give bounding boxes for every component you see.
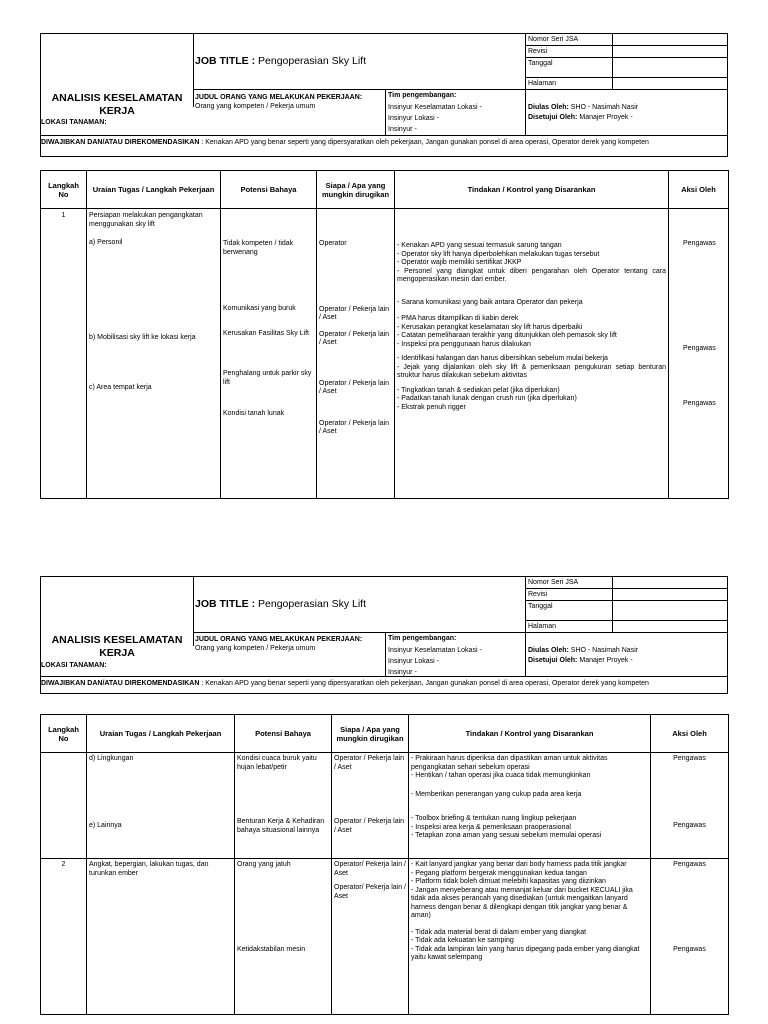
control-item: - Identifikasi halangan dan harus dibersihkan sebelum mulai bekerja bbox=[397, 355, 608, 362]
task-environment: d) Lingkungan bbox=[89, 755, 134, 762]
team-member: Insinyur Lokasi - bbox=[388, 658, 439, 665]
control-item: - Prakiraan harus diperiksa dan dipastikan aman untuk aktivitas pengangkatan sehari sebelum operasi bbox=[411, 755, 608, 771]
revision-label: Revisi bbox=[528, 591, 548, 598]
control-item: - Platform tidak boleh dimuat melebihi kapasitas yang diizinkan bbox=[411, 878, 606, 885]
serial-label: Nomor Seri JSA bbox=[528, 36, 579, 43]
col-step-no: Langkah No bbox=[41, 171, 87, 209]
jsa-table-2 bbox=[40, 714, 729, 1015]
control-item: - Pegang platform bergerak menggunakan kedua tangan bbox=[411, 869, 587, 877]
control-item: - Inspeksi area kerja & pemeriksaan praoperasional bbox=[411, 823, 571, 831]
hazard: Kerusakan Fasilitas Sky Lift bbox=[223, 329, 309, 337]
jsa-table-1 bbox=[40, 170, 729, 499]
hazard: Komunikasi yang buruk bbox=[223, 305, 296, 312]
revision-label: Revisi bbox=[528, 48, 548, 55]
hazard: Orang yang jatuh bbox=[237, 861, 291, 868]
team-label: Tim pengembangan: bbox=[388, 635, 457, 642]
date-label: Tanggal bbox=[528, 60, 553, 67]
approved-by: Disetujui Oleh: Manajer Proyek - bbox=[528, 657, 633, 664]
control-item: - Kenakan APD yang sesuai termasuk sarung tangan bbox=[397, 242, 562, 249]
action-by: Pengawas bbox=[673, 755, 706, 762]
hazard: Benturan Kerja & Kehadiran bahaya situasional lainnya bbox=[237, 818, 325, 834]
col-affected: Siapa / Apa yang mungkin dirugikan bbox=[332, 715, 409, 753]
divider bbox=[193, 632, 728, 633]
divider bbox=[525, 57, 728, 58]
divider bbox=[385, 89, 386, 135]
hazard: Kondisi cuaca buruk yaitu hujan lebat/petir bbox=[237, 755, 317, 771]
task-mobilization: b) Mobilisasi sky lift ke lokasi kerja bbox=[89, 333, 196, 341]
divider bbox=[525, 77, 728, 78]
divider bbox=[612, 33, 613, 89]
col-task: Uraian Tugas / Langkah Pekerjaan bbox=[87, 171, 221, 209]
team-member: Insinyur Keselamatan Lokasi - bbox=[388, 104, 482, 111]
col-action-by: Aksi Oleh bbox=[669, 171, 729, 209]
control-item: - Tingkatkan tanah & sediakan pelat (jika diperlukan) bbox=[397, 386, 560, 394]
required-ppe: DIWAJIBKAN DAN/ATAU DIREKOMENDASIKAN : Kenakan APD yang benar seperti yang dipersyaratkan oleh pekerjaan, Jangan gunakan ponsel di area operasi, Operator derek yang kompeten bbox=[41, 139, 649, 146]
step-number: 1 bbox=[61, 212, 66, 219]
action-by: Pengawas bbox=[673, 945, 706, 953]
team-label: Tim pengembangan: bbox=[388, 92, 457, 99]
reviewed-by: Diulas Oleh: SHO - Nasimah Nasir bbox=[528, 104, 639, 111]
col-task: Uraian Tugas / Langkah Pekerjaan bbox=[87, 715, 235, 753]
affected: Operator / Pekerja lain / Aset bbox=[334, 818, 405, 834]
action-by: Pengawas bbox=[673, 821, 706, 829]
doc-title: ANALISIS KESELAMATAN KERJA bbox=[51, 92, 183, 117]
divider bbox=[193, 33, 194, 107]
team-member: Insinyur Keselamatan Lokasi - bbox=[388, 647, 482, 654]
affected: Operator/ Pekerja lain / Aset bbox=[334, 884, 406, 900]
step-title: Persiapan melakukan pengangkatan menggunakan sky lift bbox=[89, 212, 203, 228]
control-item: - Padatkan tanah lunak dengan crush run (jika diperlukan) bbox=[397, 395, 577, 402]
affected: Operator / Pekerja lain / Aset bbox=[319, 330, 390, 346]
control-item: - Kerusakan perangkat keselamatan sky lift harus diperbaiki bbox=[397, 323, 583, 331]
divider bbox=[525, 45, 728, 46]
affected: Operator bbox=[319, 240, 347, 247]
control-item: - Inspeksi pra penggunaan harus dilakukan bbox=[397, 340, 531, 348]
job-title: JOB TITLE : Pengoperasian Sky Lift bbox=[195, 598, 366, 610]
serial-label: Nomor Seri JSA bbox=[528, 579, 579, 586]
divider bbox=[193, 89, 728, 90]
affected: Operator / Pekerja lain / Aset bbox=[334, 755, 405, 771]
step-title: Angkat, bepergian, lakukan tugas, dan turunkan ember bbox=[89, 861, 209, 877]
affected: Operator / Pekerja lain / Aset bbox=[319, 305, 390, 321]
divider bbox=[612, 576, 613, 632]
control-item: - Toolbox briefing & tentukan ruang lingkup pekerjaan bbox=[411, 815, 577, 822]
divider bbox=[40, 676, 728, 677]
control-item: - Jangan menyeberang atau memanjat keluar dari bucket KECUALI jika tidak ada akses perancah yang disediakan (untuk mengaitkan lanyard harness dengan benar & dilengkapi dengan titik jangkar yang benar & aman) bbox=[411, 886, 633, 919]
control-item: - Kait lanyard jangkar yang benar dari body harness pada titik jangkar bbox=[411, 861, 627, 868]
control-item: - Ekstrak penuh rigger bbox=[397, 403, 466, 411]
job-title: JOB TITLE : Pengoperasian Sky Lift bbox=[195, 55, 366, 67]
control-item: - Tidak ada lampiran lain yang harus dipegang pada ember yang diangkat yaitu kawat selempang bbox=[411, 945, 640, 961]
team-member: Insinyur - bbox=[388, 126, 417, 133]
control-item: - Operator wajib memiliki sertifikat JKKP bbox=[397, 259, 522, 266]
control-item: - Catatan pemeliharaan terakhir yang ditunjukkan oleh pemasok sky lift bbox=[397, 332, 617, 339]
affected: Operator / Pekerja lain / Aset bbox=[319, 419, 390, 435]
divider bbox=[40, 135, 728, 136]
col-controls: Tindakan / Kontrol yang Disarankan bbox=[395, 171, 669, 209]
approved-by: Disetujui Oleh: Manajer Proyek - bbox=[528, 114, 633, 121]
page-label: Halaman bbox=[528, 623, 557, 630]
performer-label: JUDUL ORANG YANG MELAKUKAN PEKERJAAN: bbox=[195, 636, 363, 643]
affected: Operator/ Pekerja lain / Aset bbox=[334, 861, 406, 877]
divider bbox=[385, 632, 386, 676]
col-controls: Tindakan / Kontrol yang Disarankan bbox=[409, 715, 651, 753]
hazard: Tidak kompeten / tidak berwenang bbox=[223, 240, 294, 256]
col-hazard: Potensi Bahaya bbox=[235, 715, 332, 753]
task-other: e) Lainnya bbox=[89, 821, 122, 829]
control-item: - PMA harus ditampilkan di kabin derek bbox=[397, 315, 519, 322]
plant-location-label: LOKASI TANAMAN: bbox=[41, 662, 107, 669]
task-personnel: a) Personil bbox=[89, 239, 123, 246]
divider bbox=[525, 588, 728, 589]
required-ppe: DIWAJIBKAN DAN/ATAU DIREKOMENDASIKAN : Kenakan APD yang benar seperti yang dipersyaratkan oleh pekerjaan, Jangan gunakan ponsel di area operasi, Operator derek yang kompeten bbox=[41, 680, 649, 687]
control-item: - Sarana komunikasi yang baik antara Operator dan pekerja bbox=[397, 298, 583, 306]
step-number: 2 bbox=[61, 861, 66, 868]
reviewed-by: Diulas Oleh: SHO - Nasimah Nasir bbox=[528, 647, 639, 654]
hazard: Ketidakstabilan mesin bbox=[237, 945, 306, 953]
divider bbox=[525, 600, 728, 601]
performer-value: Orang yang kompeten / Pekerja umum bbox=[195, 103, 316, 110]
task-work-area: c) Area tempat kerja bbox=[89, 384, 152, 391]
action-by: Pengawas bbox=[673, 861, 706, 868]
control-item: - Personel yang diangkat untuk diberi pengarahan oleh Operator tentang cara mengoperasikan mesin dari ember. bbox=[397, 267, 666, 283]
control-item: - Jejak yang dijalankan oleh sky lift & pemeriksaan pengukuran setiap benturan struktur harus dilakukan sebelum aktivitas bbox=[397, 363, 666, 379]
control-item: - Tetapkan zona aman yang sesuai sebelum memulai operasi bbox=[411, 832, 602, 839]
divider bbox=[525, 576, 526, 676]
col-affected: Siapa / Apa yang mungkin dirugikan bbox=[317, 171, 395, 209]
performer-label: JUDUL ORANG YANG MELAKUKAN PEKERJAAN: bbox=[195, 94, 363, 101]
control-item: - Operator sky lift hanya diperbolehkan melakukan tugas tersebut bbox=[397, 250, 600, 258]
doc-title: ANALISIS KESELAMATAN KERJA bbox=[51, 634, 183, 659]
control-item: - Hentikan / tahan operasi jika cuaca tidak memungkinkan bbox=[411, 772, 591, 779]
divider bbox=[525, 620, 728, 621]
col-hazard: Potensi Bahaya bbox=[221, 171, 317, 209]
divider bbox=[525, 33, 526, 135]
plant-location-label: LOKASI TANAMAN: bbox=[41, 119, 107, 126]
action-by: Pengawas bbox=[683, 344, 716, 352]
page-label: Halaman bbox=[528, 80, 557, 87]
control-item: - Tidak ada material berat di dalam ember yang diangkat bbox=[411, 928, 587, 936]
col-step-no: Langkah No bbox=[41, 715, 87, 753]
action-by: Pengawas bbox=[683, 400, 716, 407]
team-member: Insinyur - bbox=[388, 669, 417, 676]
team-member: Insinyur Lokasi - bbox=[388, 115, 439, 122]
hazard: Kondisi tanah lunak bbox=[223, 410, 285, 417]
affected: Operator / Pekerja lain / Aset bbox=[319, 379, 390, 395]
control-item: - Tidak ada kekuatan ke samping bbox=[411, 937, 514, 944]
date-label: Tanggal bbox=[528, 603, 553, 610]
hazard: Penghalang untuk parkir sky lift bbox=[223, 370, 312, 386]
control-item: - Memberikan penerangan yang cukup pada area kerja bbox=[411, 790, 582, 798]
performer-value: Orang yang kompeten / Pekerja umum bbox=[195, 645, 316, 652]
divider bbox=[193, 576, 194, 646]
action-by: Pengawas bbox=[683, 240, 716, 247]
col-action-by: Aksi Oleh bbox=[651, 715, 729, 753]
